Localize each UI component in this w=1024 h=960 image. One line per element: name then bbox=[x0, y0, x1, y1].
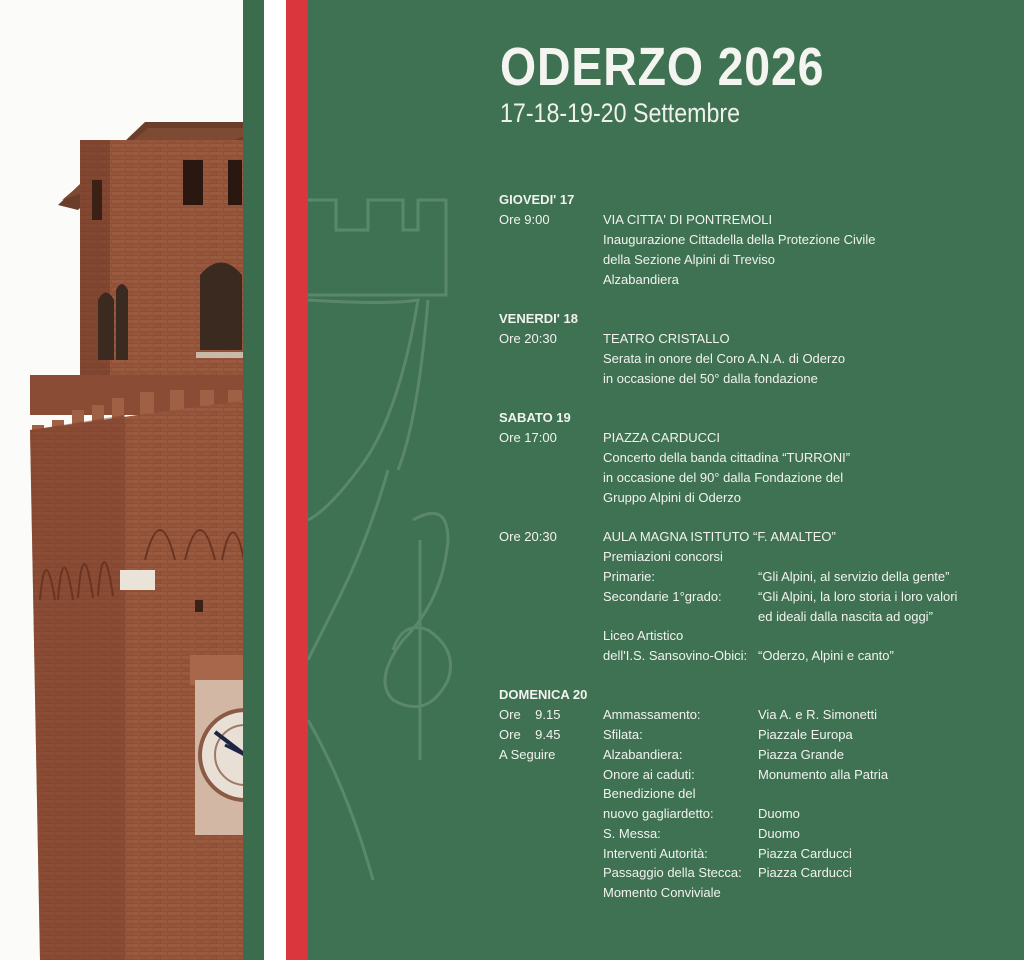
event-detail: in occasione del 90° dalla Fondazione del bbox=[603, 470, 844, 485]
event-title: ODERZO 2026 bbox=[500, 37, 825, 97]
event-label: Onore ai caduti: bbox=[603, 767, 695, 782]
event-label: Alzabandiera: bbox=[603, 747, 683, 762]
schedule bbox=[308, 0, 1024, 960]
award-category: Secondarie 1°grado: bbox=[603, 589, 722, 604]
event-time: Ore 9.15 bbox=[499, 707, 561, 722]
event-time: Ore 20:30 bbox=[499, 529, 557, 544]
day-heading: VENERDI' 18 bbox=[499, 311, 578, 326]
event-detail: Gruppo Alpini di Oderzo bbox=[603, 490, 742, 505]
tower-illustration bbox=[0, 0, 245, 960]
event-place: Piazza Carducci bbox=[758, 846, 852, 861]
award-category: Primarie: bbox=[603, 569, 656, 584]
event-detail: Serata in onore del Coro A.N.A. di Oderzo bbox=[603, 351, 846, 366]
event-time: Ore 9:00 bbox=[499, 212, 550, 227]
event-time: Ore 9.45 bbox=[499, 727, 561, 742]
event-detail: in occasione del 50° dalla fondazione bbox=[603, 371, 818, 386]
event-detail: Inaugurazione Cittadella della Protezione Civile bbox=[603, 232, 876, 247]
event-time: Ore 17:00 bbox=[499, 430, 557, 445]
event-label: Ammassamento: bbox=[603, 707, 701, 722]
award-title: “Oderzo, Alpini e canto” bbox=[758, 648, 894, 663]
event-label: Passaggio della Stecca: bbox=[603, 865, 742, 880]
event-place: Piazza Grande bbox=[758, 747, 844, 762]
event-label: Interventi Autorità: bbox=[603, 846, 708, 861]
program-panel bbox=[308, 0, 1024, 960]
event-label: Sfilata: bbox=[603, 727, 643, 742]
day-heading: GIOVEDI' 17 bbox=[499, 192, 575, 207]
event-detail: della Sezione Alpini di Treviso bbox=[603, 252, 775, 267]
award-category: Liceo Artistico bbox=[603, 628, 684, 643]
flag-stripe-white bbox=[264, 0, 286, 960]
event-detail: Premiazioni concorsi bbox=[603, 549, 723, 564]
event-location: TEATRO CRISTALLO bbox=[603, 331, 730, 346]
flag-stripe-red bbox=[286, 0, 308, 960]
flag-stripe-green bbox=[243, 0, 264, 960]
event-detail: Concerto della banda cittadina “TURRONI” bbox=[603, 450, 851, 465]
event-location: PIAZZA CARDUCCI bbox=[603, 430, 721, 445]
event-time: A Seguire bbox=[499, 747, 556, 762]
day-heading: DOMENICA 20 bbox=[499, 687, 588, 702]
event-place: Duomo bbox=[758, 826, 800, 841]
tower-photo bbox=[0, 0, 245, 960]
event-detail: Alzabandiera bbox=[603, 272, 679, 287]
event-location: AULA MAGNA ISTITUTO “F. AMALTEO” bbox=[603, 529, 836, 544]
event-place: Via A. e R. Simonetti bbox=[758, 707, 877, 722]
event-place: Piazzale Europa bbox=[758, 727, 853, 742]
event-place: Monumento alla Patria bbox=[758, 767, 889, 782]
event-place: Duomo bbox=[758, 806, 800, 821]
event-place: Piazza Carducci bbox=[758, 865, 852, 880]
award-title: ed ideali dalla nascita ad oggi” bbox=[758, 609, 933, 624]
event-dates: 17-18-19-20 Settembre bbox=[500, 98, 741, 128]
event-location: VIA CITTA' DI PONTREMOLI bbox=[603, 212, 773, 227]
event-label: nuovo gagliardetto: bbox=[603, 806, 714, 821]
award-title: “Gli Alpini, al servizio della gente” bbox=[758, 569, 950, 584]
award-title: “Gli Alpini, la loro storia i loro valori bbox=[758, 589, 958, 604]
event-time: Ore 20:30 bbox=[499, 331, 557, 346]
day-heading: SABATO 19 bbox=[499, 410, 571, 425]
event-label: Benedizione del bbox=[603, 786, 696, 801]
event-label: Momento Conviviale bbox=[603, 885, 721, 900]
award-category: dell'I.S. Sansovino-Obici: bbox=[603, 648, 748, 663]
event-label: S. Messa: bbox=[603, 826, 661, 841]
